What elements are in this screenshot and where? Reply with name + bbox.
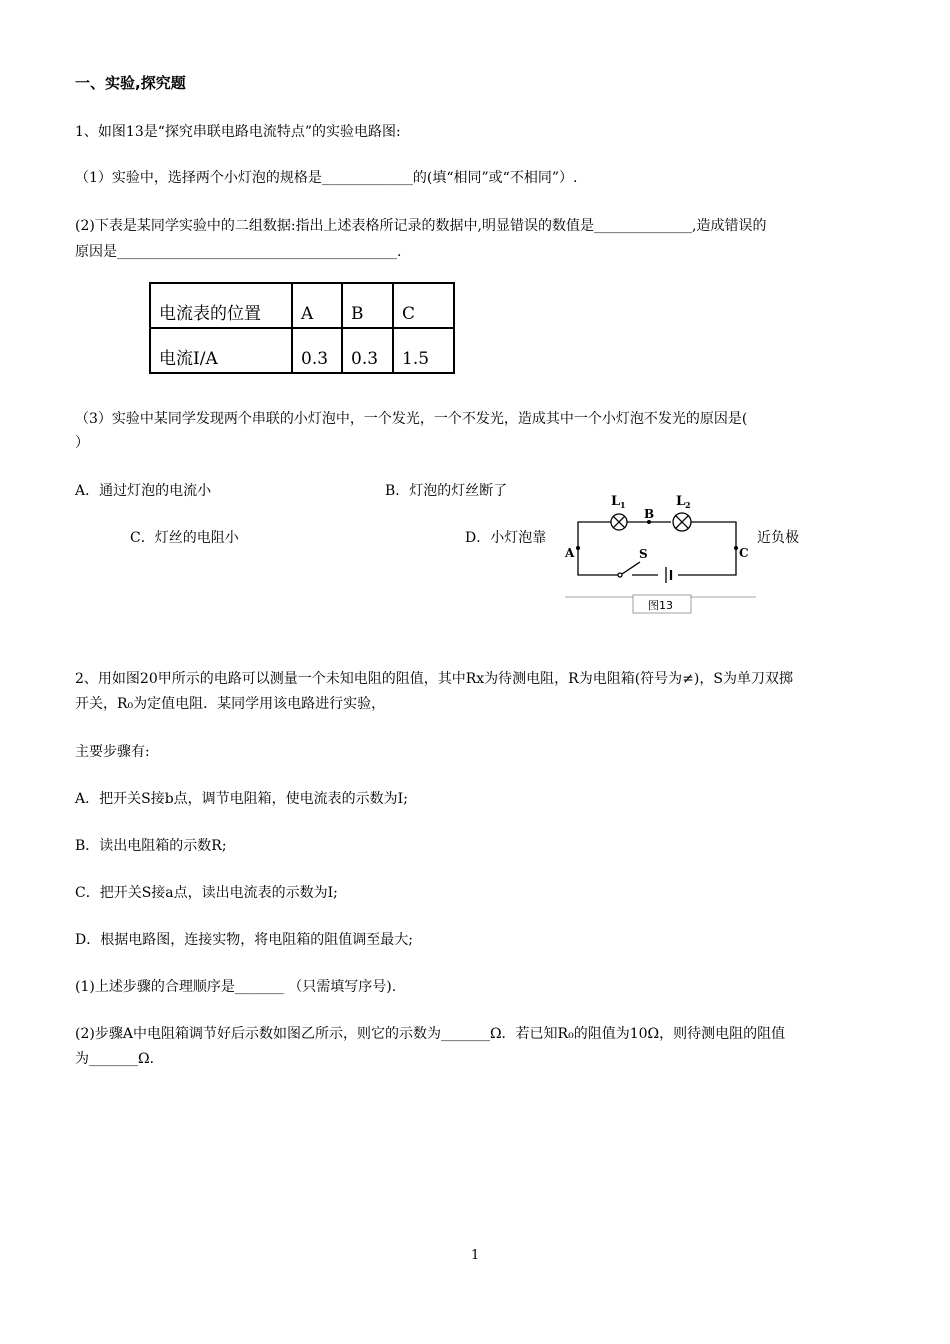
label-l1: L xyxy=(611,494,621,509)
circuit-wire xyxy=(578,522,619,575)
q1-intro: 1、如图13是“探究串联电路电流特点”的实验电路图: xyxy=(75,124,401,140)
label-l2: L xyxy=(676,494,686,509)
q2-part2-line1: (2)步骤A中电阻箱调节好后示数如图乙所示，则它的示数为_______Ω．若已知R₀的阻值为10Ω，则待测电阻的阻值 xyxy=(75,1026,786,1042)
label-a: A xyxy=(565,546,575,560)
q2-step-b: B．读出电阻箱的示数R; xyxy=(75,838,227,854)
table-cell: C xyxy=(393,283,454,328)
section-title: 一、实验,探究题 xyxy=(75,74,186,92)
lamp-l1-icon xyxy=(611,514,627,530)
label-b: B xyxy=(644,507,655,521)
q2-step-c: C．把开关S接a点，读出电流表的示数为I; xyxy=(75,885,338,901)
table-cell: A xyxy=(292,283,342,328)
table-row xyxy=(150,283,454,328)
current-data-table xyxy=(149,282,455,374)
label-l1-sub: 1 xyxy=(620,500,626,510)
q2-part2-line2: 为_______Ω． xyxy=(75,1051,164,1067)
q2-step-a: A．把开关S接b点，调节电阻箱，使电流表的示数为I; xyxy=(75,791,408,807)
node-a-dot xyxy=(576,546,580,550)
figure-caption: 图13 xyxy=(648,599,673,612)
circuit-diagram-figure xyxy=(560,490,760,615)
q2-intro-line2: 开关，R₀为定值电阻．某同学用该电路进行实验， xyxy=(75,696,386,712)
q2-step-d: D．根据电路图，连接实物，将电阻箱的阻值调至最大; xyxy=(75,932,413,948)
label-c: C xyxy=(739,546,749,560)
node-c-dot xyxy=(734,546,738,550)
option-c: C．灯丝的电阻小 xyxy=(130,530,239,546)
q1-part3-line1: （3）实验中某同学发现两个串联的小灯泡中，一个发光，一个不发光，造成其中一个小灯泡不发光的原因是( xyxy=(75,411,748,427)
q2-part1: (1)上述步骤的合理顺序是_______ （只需填写序号). xyxy=(75,979,397,995)
table-cell: 电流表的位置 xyxy=(150,283,292,328)
q2-steps-title: 主要步骤有: xyxy=(75,744,150,760)
table-cell: 0.3 xyxy=(342,328,393,373)
q1-part1: （1）实验中，选择两个小灯泡的规格是_____________的(填“相同”或“不相同”）. xyxy=(75,170,578,186)
q1-part2-line1: (2)下表是某同学实验中的二组数据:指出上述表格所记录的数据中,明显错误的数值是______________,造成错误的 xyxy=(75,218,767,234)
lamp-l2-icon xyxy=(673,513,691,531)
battery-icon xyxy=(666,567,671,583)
option-b: B．灯泡的灯丝断了 xyxy=(385,483,508,499)
table-cell: 1.5 xyxy=(393,328,454,373)
q2-intro-line1: 2、用如图20甲所示的电路可以测量一个未知电阻的阻值，其中Rx为待测电阻，R为电阻箱(符号为≠)，S为单刀双掷 xyxy=(75,671,793,687)
option-d-part1: D．小灯泡靠 xyxy=(465,530,547,546)
label-s: S xyxy=(639,547,648,561)
q1-part3-line2: ） xyxy=(75,435,89,451)
table-cell: B xyxy=(342,283,393,328)
option-a: A．通过灯泡的电流小 xyxy=(75,483,212,499)
page-number: 1 xyxy=(471,1248,480,1263)
table-row xyxy=(150,328,454,373)
label-l2-sub: 2 xyxy=(685,500,691,510)
q1-part2-line2: 原因是________________________________________. xyxy=(75,244,402,260)
table-cell: 电流I/A xyxy=(150,328,292,373)
option-d-part2: 近负极 xyxy=(757,530,799,546)
table-cell: 0.3 xyxy=(292,328,342,373)
